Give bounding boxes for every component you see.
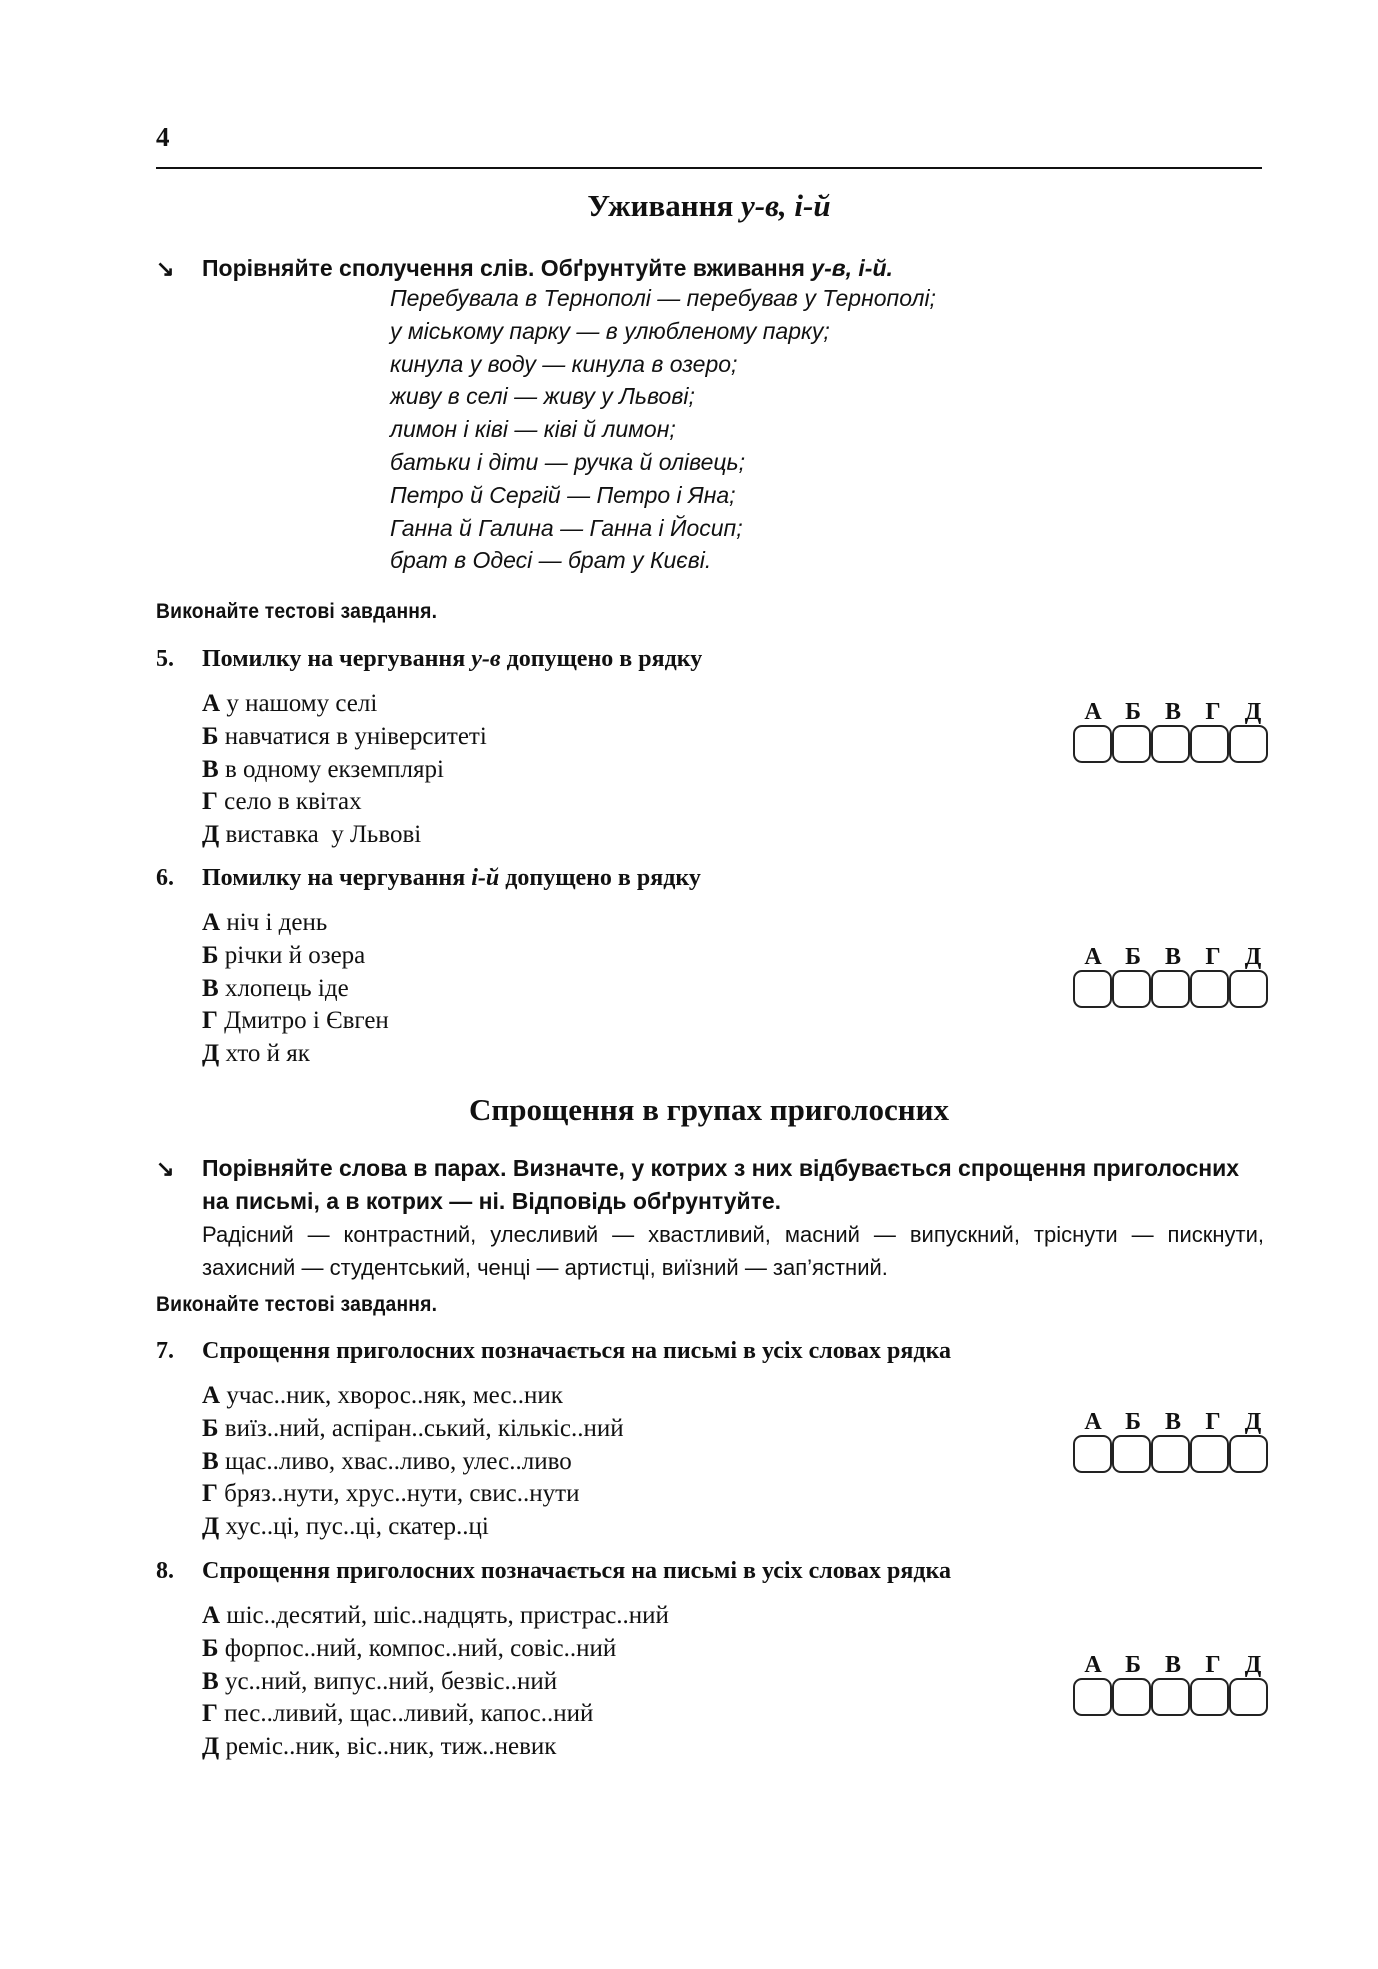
task-text-italic: у-в, і-й. bbox=[811, 255, 893, 281]
option-letter: В bbox=[202, 974, 219, 1002]
option-letter: Г bbox=[202, 1700, 218, 1728]
page-number: 4 bbox=[156, 122, 170, 152]
question-6 bbox=[156, 865, 701, 1071]
option-letter: Д bbox=[202, 1733, 220, 1761]
option-b bbox=[202, 721, 702, 754]
answer-box-v[interactable] bbox=[1151, 725, 1190, 763]
phrase-pair: Ганна й Галина — Ганна і Йосип; bbox=[390, 514, 743, 541]
option-b bbox=[202, 1633, 951, 1666]
option-letter: В bbox=[202, 1667, 219, 1695]
option-text: в одному екземплярі bbox=[224, 755, 444, 783]
option-letter: А bbox=[202, 690, 221, 717]
option-letter: А bbox=[202, 1602, 221, 1629]
answer-letter: Д bbox=[1244, 1409, 1262, 1435]
option-text: хус..ці, пус..ці, скатер..ці bbox=[225, 1513, 489, 1541]
question-heading bbox=[156, 1338, 951, 1372]
option-v bbox=[202, 973, 701, 1006]
phrase-pairs-list bbox=[390, 282, 936, 577]
option-a bbox=[202, 1600, 951, 1633]
option-a bbox=[202, 1380, 951, 1413]
question-number: 5. bbox=[156, 646, 174, 672]
option-letter: В bbox=[202, 755, 219, 783]
header-rule bbox=[156, 167, 1262, 169]
option-text: ніч і день bbox=[226, 909, 328, 936]
option-text: щас..ливо, хвас..ливо, улес..ливо bbox=[224, 1447, 572, 1475]
answer-box-a[interactable] bbox=[1073, 1678, 1112, 1716]
answer-boxes bbox=[1073, 970, 1273, 1008]
answer-box-b[interactable] bbox=[1112, 1678, 1151, 1716]
option-letter: Д bbox=[202, 1513, 220, 1541]
answer-letter: А bbox=[1084, 1409, 1102, 1435]
answer-letter: Г bbox=[1205, 1409, 1221, 1435]
option-text: пес..ливий, щас..ливий, капос..ний bbox=[224, 1700, 594, 1728]
phrase-pair: лимон і ківі — ківі й лимон; bbox=[390, 416, 676, 443]
answer-boxes bbox=[1073, 725, 1273, 763]
answer-box-a[interactable] bbox=[1073, 970, 1112, 1008]
answer-letter: Г bbox=[1205, 1652, 1221, 1678]
option-text: виїз..ний, аспіран..ський, кількіс..ний bbox=[224, 1414, 624, 1442]
option-text: реміс..ник, віс..ник, тиж..невик bbox=[225, 1733, 557, 1761]
option-letter: Б bbox=[202, 1414, 219, 1442]
question-text-italic: у-в bbox=[471, 646, 501, 672]
option-g bbox=[202, 1478, 951, 1511]
option-letter: В bbox=[202, 1447, 219, 1475]
option-text: хто й як bbox=[225, 1040, 310, 1068]
answer-letters bbox=[1073, 944, 1273, 970]
option-text: ус..ний, випус..ний, безвіс..ний bbox=[224, 1667, 558, 1695]
answer-letter: Д bbox=[1244, 699, 1262, 725]
option-g bbox=[202, 1698, 951, 1731]
answer-box-a[interactable] bbox=[1073, 725, 1112, 763]
answer-box-g[interactable] bbox=[1190, 1678, 1229, 1716]
options-list bbox=[202, 688, 702, 852]
option-letter: Б bbox=[202, 1634, 219, 1662]
question-heading bbox=[156, 1558, 951, 1592]
word-pairs-paragraph: Радісний — контрастний, улесливий — хвастливий, масний — випускний, тріснути — пискнути, захисний — студентський, ченці — артистці, виїзний — зап’ястний. bbox=[202, 1222, 1264, 1280]
question-number: 6. bbox=[156, 865, 174, 891]
option-b bbox=[202, 940, 701, 973]
section-title-simplification: Спрощення в групах приголосних bbox=[469, 1092, 949, 1127]
answer-letter: Б bbox=[1125, 1652, 1141, 1678]
option-letter: Г bbox=[202, 1007, 218, 1035]
question-text: Спрощення приголосних позначається на письмі в усіх словах рядка bbox=[202, 1558, 951, 1584]
options-list bbox=[202, 1380, 951, 1544]
option-g bbox=[202, 786, 702, 819]
answer-letter: В bbox=[1164, 699, 1181, 725]
answer-grid-q7 bbox=[1073, 1409, 1273, 1473]
answer-grid-q5 bbox=[1073, 699, 1273, 763]
answer-box-g[interactable] bbox=[1190, 970, 1229, 1008]
option-d bbox=[202, 1511, 951, 1544]
answer-letter: Г bbox=[1205, 944, 1221, 970]
option-text: бряз..нути, хрус..нути, свис..нути bbox=[224, 1480, 580, 1508]
options-list bbox=[202, 907, 701, 1071]
phrase-pair: живу в селі — живу у Львові; bbox=[390, 383, 695, 410]
option-letter: А bbox=[202, 909, 221, 936]
option-letter: Б bbox=[202, 941, 219, 969]
arrow-down-right-icon: ↘ bbox=[156, 1156, 175, 1181]
exec-tests-heading: Виконайте тестові завдання. bbox=[156, 1293, 438, 1316]
answer-letter: Б bbox=[1125, 944, 1141, 970]
question-text: Помилку на чергування bbox=[202, 865, 472, 891]
option-text: шіс..десятий, шіс..надцять, пристрас..ний bbox=[226, 1602, 669, 1629]
answer-letter: В bbox=[1164, 944, 1181, 970]
option-v bbox=[202, 754, 702, 787]
answer-letter: Д bbox=[1244, 1652, 1262, 1678]
phrase-pair: батьки і діти — ручка й олівець; bbox=[390, 448, 746, 475]
phrase-pair: брат в Одесі — брат у Києві. bbox=[390, 547, 712, 574]
option-d bbox=[202, 1731, 951, 1764]
answer-grid-q6 bbox=[1073, 944, 1273, 1008]
answer-boxes bbox=[1073, 1435, 1273, 1473]
answer-box-v[interactable] bbox=[1151, 970, 1190, 1008]
phrase-pair: у міському парку — в улюбленому парку; bbox=[390, 317, 830, 344]
answer-box-d[interactable] bbox=[1229, 1435, 1268, 1473]
answer-grid-q8 bbox=[1073, 1652, 1273, 1716]
task-text bbox=[202, 252, 1272, 285]
question-text-suffix: допущено в рядку bbox=[499, 865, 701, 891]
question-text: Помилку на чергування bbox=[202, 646, 472, 672]
option-text: річки й озера bbox=[224, 941, 366, 969]
answer-letter: В bbox=[1164, 1652, 1181, 1678]
answer-box-g[interactable] bbox=[1190, 725, 1229, 763]
answer-letter: А bbox=[1084, 699, 1102, 725]
option-text: у нашому селі bbox=[226, 690, 378, 717]
phrase-pair: кинула у воду — кинула в озеро; bbox=[390, 350, 738, 377]
answer-box-d[interactable] bbox=[1229, 1678, 1268, 1716]
question-8 bbox=[156, 1558, 951, 1764]
answer-box-b[interactable] bbox=[1112, 725, 1151, 763]
question-heading bbox=[156, 865, 701, 899]
option-letter: Б bbox=[202, 722, 219, 750]
option-letter: Г bbox=[202, 788, 218, 816]
option-g bbox=[202, 1005, 701, 1038]
option-letter: Д bbox=[202, 821, 220, 849]
answer-letters bbox=[1073, 699, 1273, 725]
option-text: навчатися в університеті bbox=[224, 722, 487, 750]
answer-box-b[interactable] bbox=[1112, 970, 1151, 1008]
question-text-italic: і-й bbox=[471, 865, 500, 891]
answer-boxes bbox=[1073, 1678, 1273, 1716]
question-7 bbox=[156, 1338, 951, 1544]
question-text-suffix: допущено в рядку bbox=[500, 646, 703, 672]
option-d bbox=[202, 819, 702, 852]
question-heading bbox=[156, 646, 702, 680]
option-v bbox=[202, 1446, 951, 1479]
answer-box-b[interactable] bbox=[1112, 1435, 1151, 1473]
options-list bbox=[202, 1600, 951, 1764]
answer-letters bbox=[1073, 1652, 1273, 1678]
answer-letter: А bbox=[1084, 944, 1102, 970]
option-a bbox=[202, 907, 701, 940]
question-5 bbox=[156, 646, 702, 852]
question-number: 7. bbox=[156, 1338, 174, 1364]
answer-box-d[interactable] bbox=[1229, 725, 1268, 763]
answer-letter: Б bbox=[1125, 699, 1141, 725]
question-number: 8. bbox=[156, 1558, 174, 1584]
answer-box-v[interactable] bbox=[1151, 1435, 1190, 1473]
option-letter: А bbox=[202, 1382, 221, 1409]
option-letter: Д bbox=[202, 1040, 220, 1068]
question-text: Спрощення приголосних позначається на письмі в усіх словах рядка bbox=[202, 1338, 951, 1364]
answer-letter: Г bbox=[1205, 699, 1221, 725]
answer-letter: Д bbox=[1244, 944, 1262, 970]
answer-box-v[interactable] bbox=[1151, 1678, 1190, 1716]
option-text: учас..ник, хворос..няк, мес..ник bbox=[226, 1382, 563, 1409]
option-b bbox=[202, 1413, 951, 1446]
option-text: село в квітах bbox=[224, 788, 362, 816]
option-text: хлопець іде bbox=[224, 974, 349, 1002]
answer-letter: В bbox=[1164, 1409, 1181, 1435]
task-text-prefix: Порівняйте сполучення слів. Обґрунтуйте вживання bbox=[202, 255, 812, 281]
option-text: Дмитро і Євген bbox=[224, 1007, 389, 1035]
task-text: Порівняйте слова в парах. Визначте, у котрих з них відбувається спрощення приголосних на письмі, а в котрих — ні. Відповідь обґрунтуйте. bbox=[202, 1155, 1240, 1214]
phrase-pair: Перебувала в Тернополі — перебував у Тернополі; bbox=[390, 285, 936, 311]
option-d bbox=[202, 1038, 701, 1071]
answer-box-a[interactable] bbox=[1073, 1435, 1112, 1473]
section-title-prefix: Уживання bbox=[587, 188, 741, 223]
section-title-uv-iy bbox=[0, 188, 1378, 224]
option-text: виставка у Львові bbox=[225, 821, 422, 849]
option-letter: Г bbox=[202, 1480, 218, 1508]
option-a bbox=[202, 688, 702, 721]
answer-box-d[interactable] bbox=[1229, 970, 1268, 1008]
arrow-down-right-icon: ↘ bbox=[156, 256, 175, 281]
answer-letter: Б bbox=[1125, 1409, 1141, 1435]
answer-letters bbox=[1073, 1409, 1273, 1435]
section-title-italic: у-в, і-й bbox=[741, 188, 831, 223]
answer-box-g[interactable] bbox=[1190, 1435, 1229, 1473]
answer-letter: А bbox=[1084, 1652, 1102, 1678]
phrase-pair: Петро й Сергій — Петро і Яна; bbox=[390, 481, 736, 508]
option-text: форпос..ний, компос..ний, совіс..ний bbox=[224, 1634, 617, 1662]
exec-tests-heading: Виконайте тестові завдання. bbox=[156, 600, 438, 623]
option-v bbox=[202, 1666, 951, 1699]
